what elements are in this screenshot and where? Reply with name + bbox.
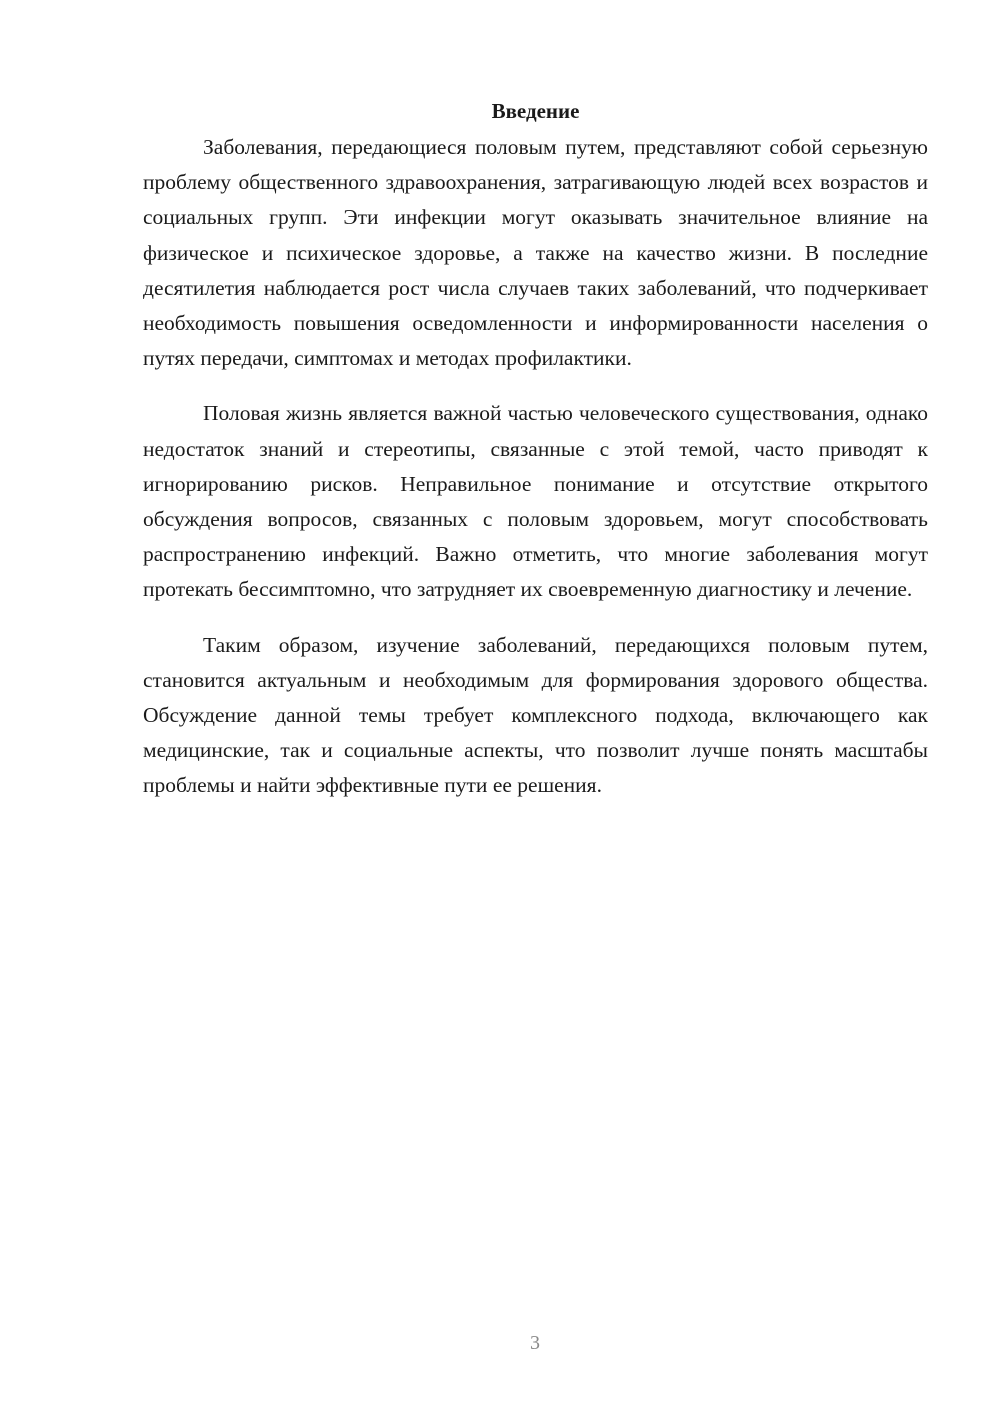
page-content: [143, 96, 928, 824]
paragraph-3: Таким образом, изучение заболеваний, передающихся половым путем, становится актуальным и необходимым для формирования здорового общества. Обсуждение данной темы требует комплексного подхода, включающего как медицинские, так и социальные аспекты, что позволит лучше понять масштабы проблемы и найти эффективные пути ее решения.: [143, 632, 928, 798]
section-heading: Введение: [491, 99, 580, 123]
page-number: 3: [530, 1332, 540, 1354]
paragraph-1: Заболевания, передающиеся половым путем, представляют собой серьезную проблему общественного здравоохранения, затрагивающую людей всех возрастов и социальных групп. Эти инфекции могут оказывать значительное влияние на физическое и психическое здоровье, а также на качество жизни. В последние десятилетия наблюдается рост числа случаев таких заболеваний, что подчеркивает необходимость повышения осведомленности и информированности населения о путях передачи, симптомах и методах профилактики.: [143, 135, 928, 371]
paragraph-2: Половая жизнь является важной частью человеческого существования, однако недостаток знаний и стереотипы, связанные с этой темой, часто приводят к игнорированию рисков. Неправильное понимание и отсутствие открытого обсуждения вопросов, связанных с половым здоровьем, могут способствовать распространению инфекций. Важно отметить, что многие заболевания могут протекать бессимптомно, что затрудняет их своевременную диагностику и лечение.: [143, 401, 928, 602]
